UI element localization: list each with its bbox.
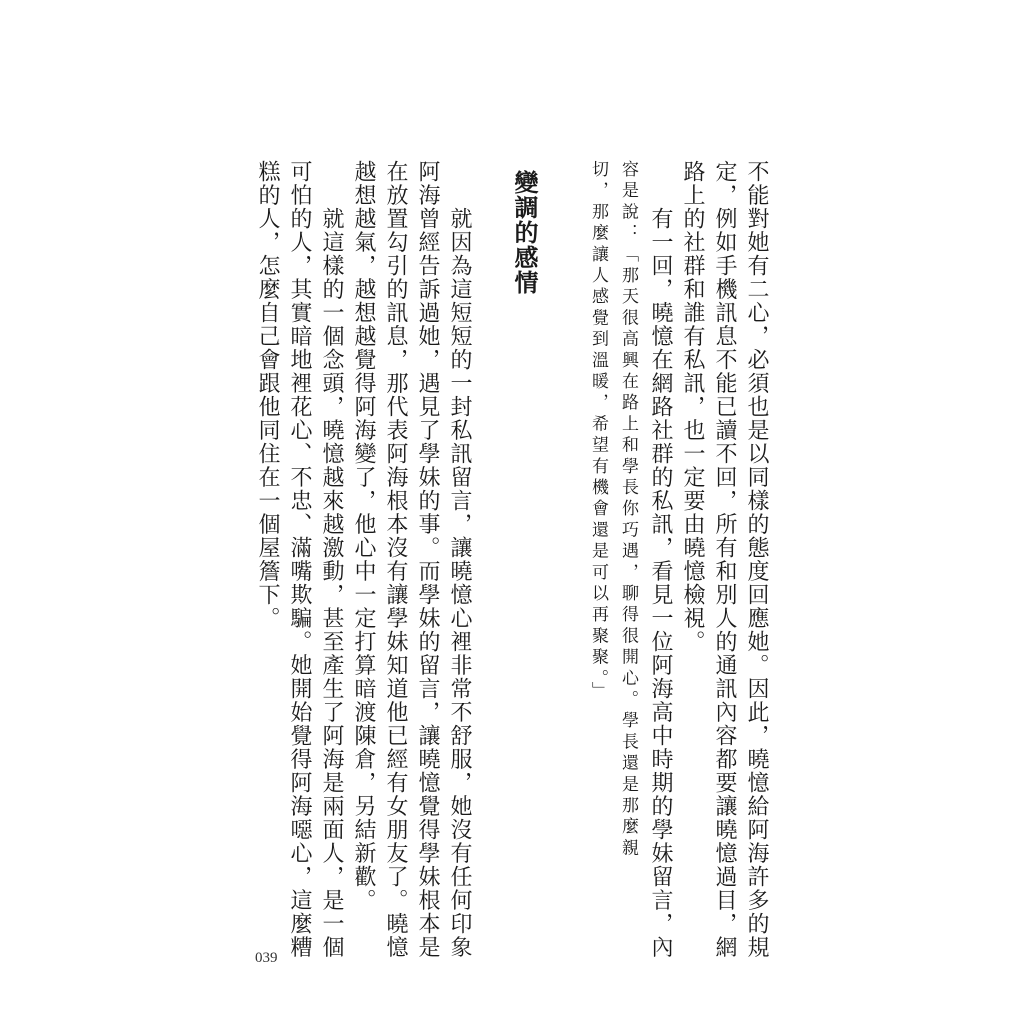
text-column: 越想越氣，越想越覺得阿海變了，他心中一定打算暗渡陳倉，另結新歡。 — [351, 160, 376, 912]
text-column: 定，例如手機訊息不能已讀不回，所有和別人的通訊內容都要讓曉憶過目，網 — [712, 160, 737, 959]
quote-column: 容是說：「那天很高興在路上和學長你巧遇，聊得很開心。學長還是那麼親 — [618, 160, 638, 860]
quote-column: 切，那麼讓人感覺到溫暖，希望有機會還是可以再聚聚。」 — [588, 160, 608, 703]
text-column: 可怕的人，其實暗地裡花心、不忠、滿嘴欺騙。她開始覺得阿海噁心，這麼糟 — [287, 160, 312, 959]
text-column: 糕的人，怎麼自己會跟他同住在一個屋簷下。 — [255, 160, 280, 630]
text-column: 在放置勾引的訊息，那代表阿海根本沒有讓學妹知道他已經有女朋友了。曉憶 — [383, 160, 408, 959]
page-number: 039 — [255, 950, 278, 966]
text-column: 就因為這短短的一封私訊留言，讓曉憶心裡非常不舒服，她沒有任何印象 — [447, 160, 472, 959]
text-column: 不能對她有二心，必須也是以同樣的態度回應她。因此，曉憶給阿海許多的規 — [744, 160, 769, 959]
text-column: 路上的社群和誰有私訊，也一定要由曉憶檢視。 — [680, 160, 705, 654]
section-heading: 變調的感情 — [510, 170, 539, 295]
text-column: 就這樣的一個念頭，曉憶越來越激動，甚至產生了阿海是兩面人，是一個 — [319, 160, 344, 959]
text-column: 阿海曾經告訴過她，遇見了學妹的事。而學妹的留言，讓曉憶覺得學妹根本是 — [415, 160, 440, 959]
text-column: 有一回，曉憶在網路社群的私訊，看見一位阿海高中時期的學妹留言，內 — [648, 160, 673, 959]
